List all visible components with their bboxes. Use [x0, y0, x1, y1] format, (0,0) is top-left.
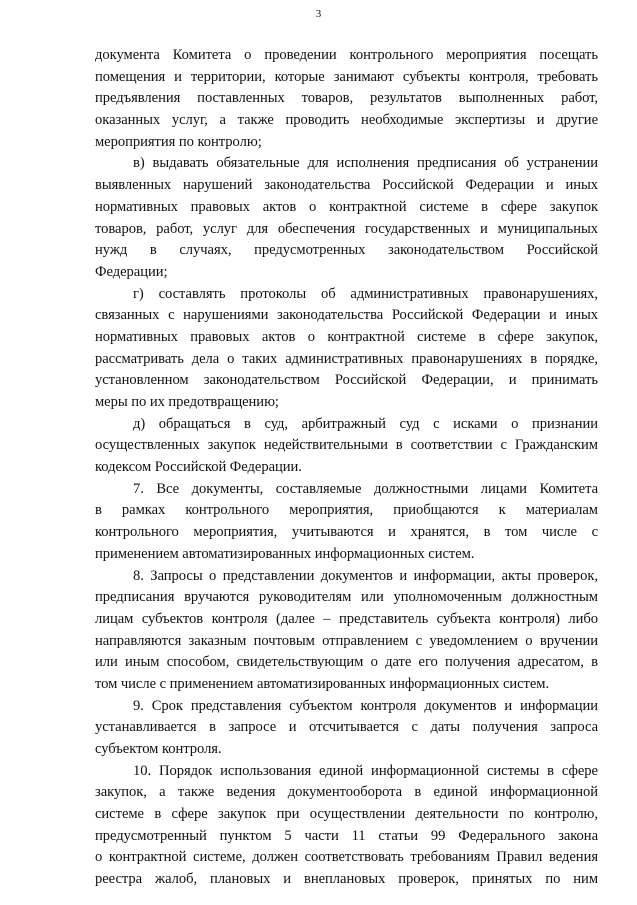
- text-line: предписания вручаются руководителям или уполномоченным должностным: [95, 589, 598, 606]
- text-line: в рамках контрольного мероприятия, приобщаются к материалам: [95, 502, 598, 519]
- text-line: том числе с применением автоматизированных информационных систем.: [95, 675, 550, 692]
- text-line: предъявления поставленных товаров, результатов выполненных работ,: [95, 90, 598, 107]
- text-line: д) обращаться в суд, арбитражный суд с исками о признании: [133, 415, 598, 432]
- paragraph-section-9: [95, 696, 598, 761]
- text-line: о контрактной системе, должен соответствовать требованиям Правил ведения: [95, 849, 598, 866]
- text-line: применением автоматизированных информационных систем.: [95, 545, 475, 562]
- text-line: или иным способом, свидетельствующим о дате его получения адресатом, в: [95, 654, 598, 671]
- text-line: установленном законодательством Российской Федерации, и принимать: [95, 372, 598, 389]
- text-line: товаров, работ, услуг для обеспечения государственных и муниципальных: [95, 220, 598, 237]
- paragraph-section-8: [95, 566, 598, 696]
- text-line: меры по их предотвращению;: [95, 394, 279, 410]
- text-line: устанавливается в запросе и отсчитывается с даты получения запроса: [95, 719, 598, 736]
- text-line: 7. Все документы, составляемые должностными лицами Комитета: [133, 480, 598, 497]
- page-number: 3: [315, 8, 322, 20]
- text-line: системе в сфере закупок при осуществлении деятельности по контролю,: [95, 806, 598, 823]
- paragraph-item-v: [95, 153, 598, 283]
- text-line: осуществленных закупок недействительными в соответствии с Гражданским: [95, 437, 598, 454]
- text-line: закупок, а также ведения документооборота в единой информационной: [95, 784, 598, 801]
- paragraph-section-7: [95, 479, 598, 566]
- paragraph-continuation: [95, 45, 598, 153]
- text-line: реестра жалоб, плановых и внеплановых проверок, принятых по ним: [95, 871, 598, 888]
- text-line: Федерации;: [95, 263, 168, 280]
- text-line: направляются заказным почтовым отправлением с уведомлением о вручении: [95, 632, 598, 649]
- text-line: нужд в случаях, предусмотренных законодательством Российской: [95, 242, 598, 259]
- text-line: рассматривать дела о таких административных правонарушениях в порядке,: [95, 350, 598, 367]
- text-line: лицам субъектов контроля (далее – представитель субъекта контроля) либо: [95, 610, 598, 627]
- text-line: 9. Срок представления субъектом контроля документов и информации: [133, 697, 598, 714]
- text-line: связанных с нарушениями законодательства Российской Федерации и иных: [95, 307, 598, 324]
- text-line: кодексом Российской Федерации.: [95, 459, 302, 476]
- text-line: помещения и территории, которые занимают субъекты контроля, требовать: [95, 68, 598, 85]
- text-line: документа Комитета о проведении контрольного мероприятия посещать: [95, 47, 598, 63]
- text-line: мероприятия по контролю;: [95, 133, 262, 150]
- text-line: выявленных нарушений законодательства Российской Федерации и иных: [95, 177, 598, 194]
- text-line: контрольного мероприятия, учитываются и хранятся, в том числе с: [95, 524, 598, 541]
- text-line: в) выдавать обязательные для исполнения предписания об устранении: [133, 155, 598, 172]
- text-line: оказанных услуг, а также проводить необходимые экспертизы и другие: [95, 112, 598, 129]
- text-line: субъектом контроля.: [95, 741, 222, 757]
- paragraph-item-g: [95, 284, 598, 414]
- document-body: [95, 45, 598, 891]
- text-line: г) составлять протоколы об административных правонарушениях,: [133, 285, 598, 302]
- text-line: нормативных правовых актов о контрактной системе в сфере закупок: [95, 198, 598, 215]
- text-line: 10. Порядок использования единой информационной системы в сфере: [133, 762, 598, 779]
- text-line: 8. Запросы о представлении документов и информации, акты проверок,: [133, 567, 598, 584]
- text-line: предусмотренный пунктом 5 части 11 статьи 99 Федерального закона: [95, 827, 598, 844]
- text-line: нормативных правовых актов о контрактной системе в сфере закупок,: [95, 328, 598, 345]
- paragraph-item-d: [95, 414, 598, 479]
- paragraph-section-10: [95, 761, 598, 891]
